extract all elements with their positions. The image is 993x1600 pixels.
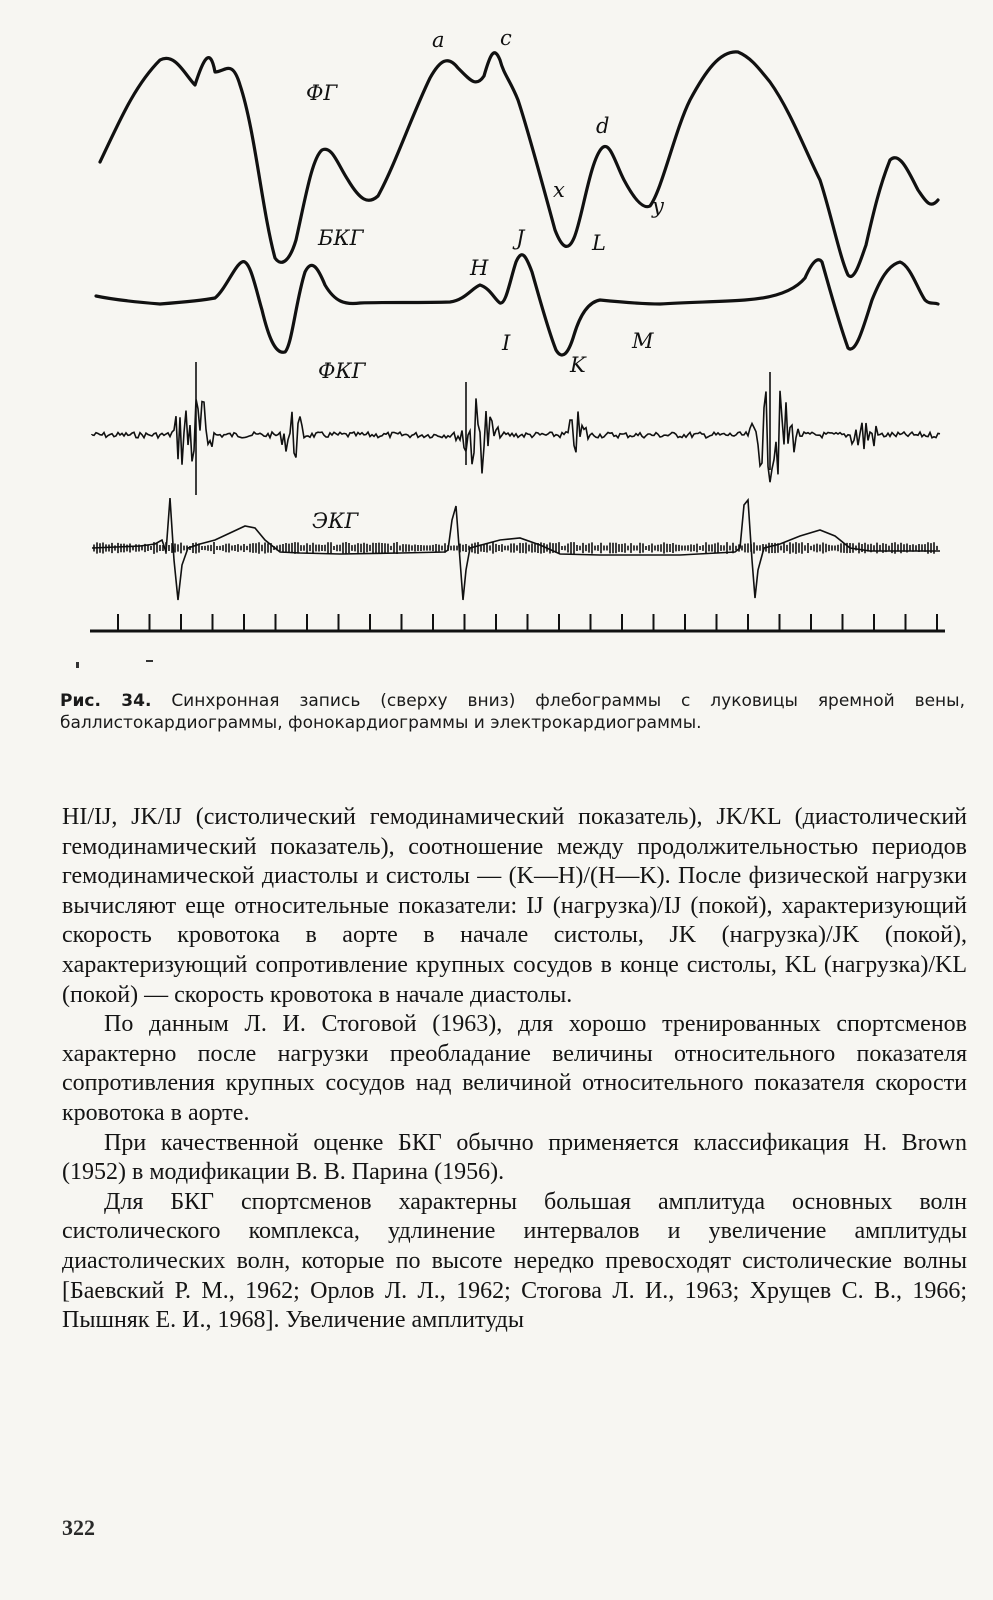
point-label-x: x [553,178,565,202]
label-fkg: ФКГ [318,359,366,383]
point-label-l: L [592,231,606,255]
point-label-c: c [500,26,512,50]
label-bkg: БКГ [318,226,364,250]
point-label-k: K [570,353,586,377]
page-number: 322 [62,1515,95,1540]
body-text [62,803,967,1336]
point-label-h: H [470,256,489,280]
scan-speck [146,660,153,662]
caption-text: Синхронная запись (сверху вниз) флебограммы с луковицы яремной вены, баллистокардиограммы, фонокардиограммы и электрокардиограммы. [60,691,965,733]
point-label-a: a [432,28,445,52]
paragraph: Для БКГ спортсменов характерны большая амплитуда основных волн систолического комплекса, удлинение интервалов и увеличение амплитуды диастолических волн, которые по высоте нередко превосходят систолические волны [Баевский Р. М., 1962; Орлов Л. Л., 1962; Стогова Л. И., 1963; Хрущев С. В., 1966; Пышняк Е. И., 1968]. Увеличение амплитуды [62,1188,967,1334]
figure-34-recordings [0,0,993,680]
ballistocardiogram-trace [96,255,938,355]
point-label-d: d [596,114,610,138]
point-label-y: y [652,194,664,218]
phonocardiogram-trace [92,362,940,495]
point-label-i: I [502,331,511,355]
point-label-m: M [632,329,654,353]
scan-speck [76,662,79,668]
caption-figure-number: Рис. 34. [60,691,152,711]
label-phg: ФГ [306,81,338,105]
label-ekg: ЭКГ [312,509,359,533]
paragraph: HI/IJ, JK/IJ (систолический гемодинамический показатель), JK/KL (диастолический гемодинамический показатель), соотношение между продолжительностью периодов гемодинамической диастолы и систолы — (K—H)/(H—K). После физической нагрузки вычисляют еще относительные показатели: IJ (нагрузка)/IJ (покой), характеризующий скорость кровотока в аорте в начале систолы, JK (нагрузка)/JK (покой), характеризующий сопротивление крупных сосудов в конце систолы, KL (нагрузка)/KL (покой) — скорость кровотока в начале диастолы. [62,804,967,1008]
point-label-j-upper: J [516,226,525,250]
paragraph: По данным Л. И. Стоговой (1963), для хорошо тренированных спортсменов характерно после нагрузки преобладание величины относительного показателя сопротивления крупных сосудов над величиной относительного показателя скорости кровотока в аорте. [62,1011,967,1126]
paragraph: При качественной оценке БКГ обычно применяется классификация H. Brown (1952) в модификации В. В. Парина (1956). [62,1129,967,1186]
figure-caption [60,690,965,734]
electrocardiogram-noise [94,542,937,554]
time-scale-ticks [118,614,937,631]
